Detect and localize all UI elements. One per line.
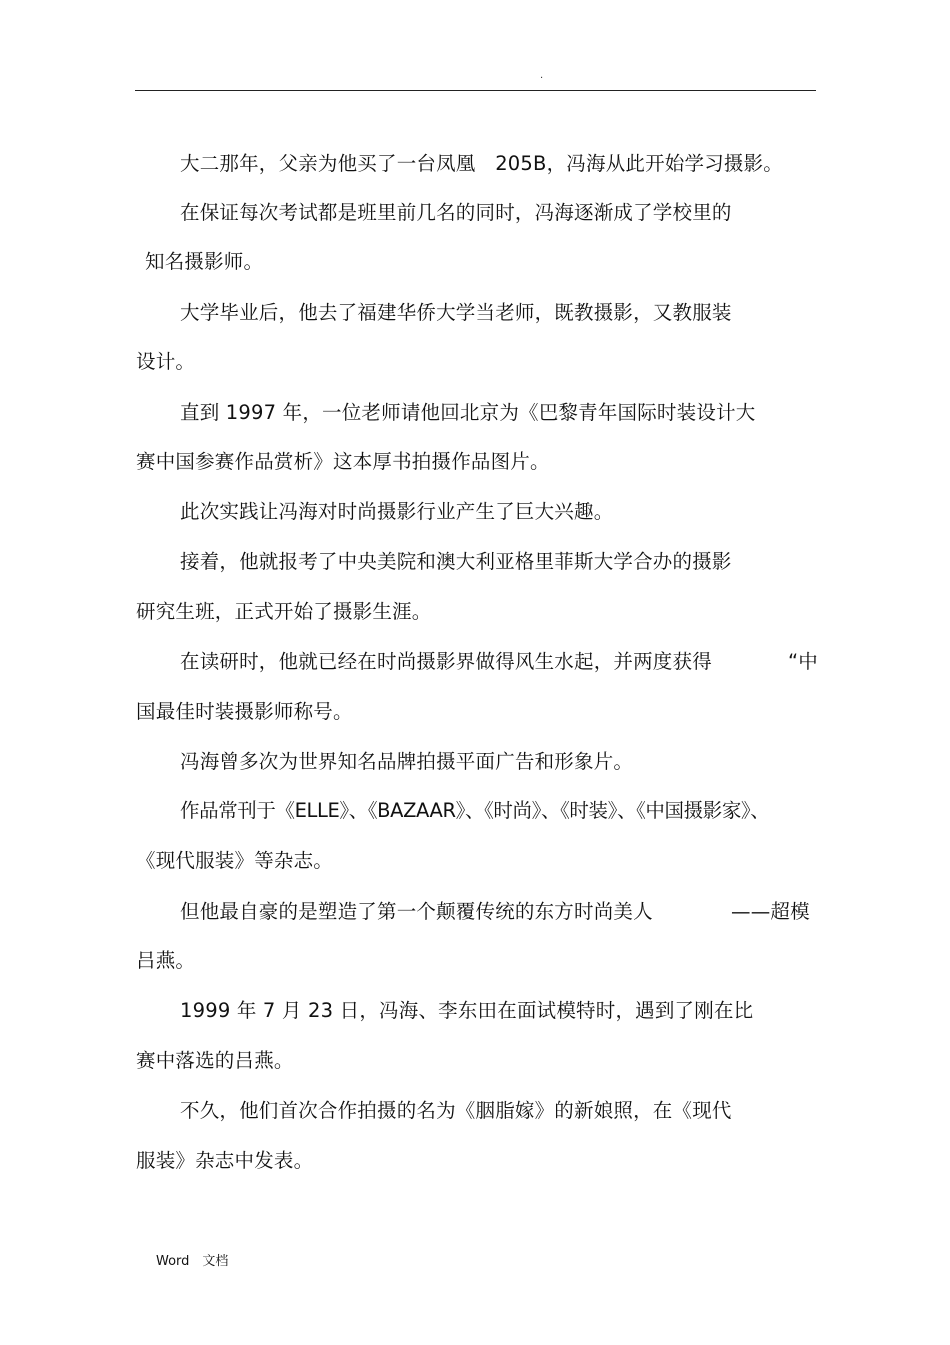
header-rule [135,90,816,91]
text-line: “中 [788,650,819,673]
text-line: 直到 1997 年，一位老师请他回北京为《巴黎青年国际时装设计大 [180,401,756,424]
text-line: 冯海曾多次为世界知名品牌拍摄平面广告和形象片。 [180,750,634,773]
text-line: 但他最自豪的是塑造了第一个颠覆传统的东方时尚美人 [180,900,653,923]
text-line: 在保证每次考试都是班里前几名的同时，冯海逐渐成了学校里的 [180,201,732,224]
header-mark: . [540,70,544,81]
text-line: 研究生班，正式开始了摄影生涯。 [136,600,432,623]
text-line: 吕燕。 [136,949,196,972]
text-line: 知名摄影师。 [145,250,264,273]
text-line: 作品常刊于《ELLE》、《BAZAAR》、《时尚》、《时装》、《中国摄影家》、 [180,799,770,822]
text-line: 国最佳时装摄影师称号。 [136,700,353,723]
text-line: 接着，他就报考了中央美院和澳大利亚格里菲斯大学合办的摄影 [180,550,732,573]
text-line: 设计。 [136,350,196,373]
text-line: 在读研时，他就已经在时尚摄影界做得风生水起，并两度获得 [180,650,712,673]
text-line: 1999 年 7 月 23 日，冯海、李东田在面试模特时，遇到了刚在比 [180,999,754,1022]
text-line: 赛中落选的吕燕。 [136,1049,294,1072]
footer-label: Word 文档 [156,1254,229,1269]
text-line: ——超模 [731,900,810,923]
text-line: 此次实践让冯海对时尚摄影行业产生了巨大兴趣。 [180,500,614,523]
text-line: 大学毕业后，他去了福建华侨大学当老师，既教摄影，又教服装 [180,301,732,324]
text-line: 《现代服装》等杂志。 [136,849,334,872]
text-line: 赛中国参赛作品赏析》这本厚书拍摄作品图片。 [136,450,550,473]
text-line: 不久，他们首次合作拍摄的名为《胭脂嫁》的新娘照，在《现代 [180,1099,732,1122]
text-line: 大二那年，父亲为他买了一台凤凰 205B，冯海从此开始学习摄影。 [180,152,783,175]
text-line: 服装》杂志中发表。 [136,1149,314,1172]
